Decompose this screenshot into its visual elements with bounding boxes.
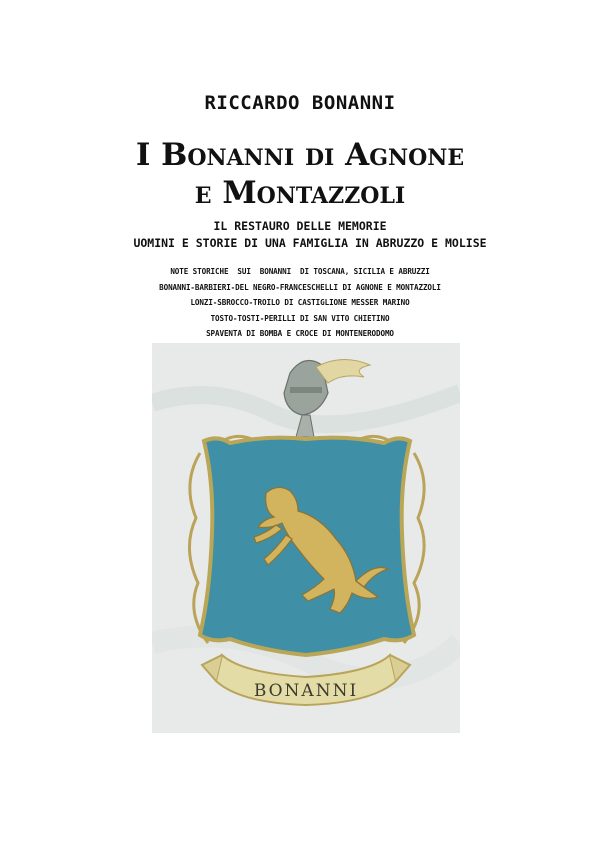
coat-of-arms-image [152, 343, 460, 733]
subtitle-line-2: UOMINI E STORIE DI UNA FAMIGLIA IN ABRUZZO E MOLISE [133, 236, 487, 250]
author-name: RICCARDO BONANNI [204, 92, 396, 114]
notes-line: LONZI-SBROCCO-TROILO DI CASTIGLIONE MESSER MARINO [190, 298, 410, 307]
book-title-line-2: e Montazzoli [194, 175, 406, 211]
book-title-line-1: I Bonanni di Agnone [135, 137, 465, 173]
notes-line: BONANNI-BARBIERI-DEL NEGRO-FRANCESCHELLI DI AGNONE E MONTAZZOLI [159, 282, 441, 292]
historical-notes [0, 264, 600, 342]
notes-line: NOTE STORICHE SUI BONANNI DI TOSCANA, SICILIA E ABRUZZI [170, 267, 430, 276]
notes-line: SPAVENTA DI BOMBA E CROCE DI MONTENERODOMO [206, 329, 394, 338]
notes-line: TOSTO-TOSTI-PERILLI DI SAN VITO CHIETINO [210, 313, 390, 323]
scroll-text: BONANNI [253, 681, 359, 701]
subtitle-line-1: IL RESTAURO DELLE MEMORIE [213, 219, 387, 233]
